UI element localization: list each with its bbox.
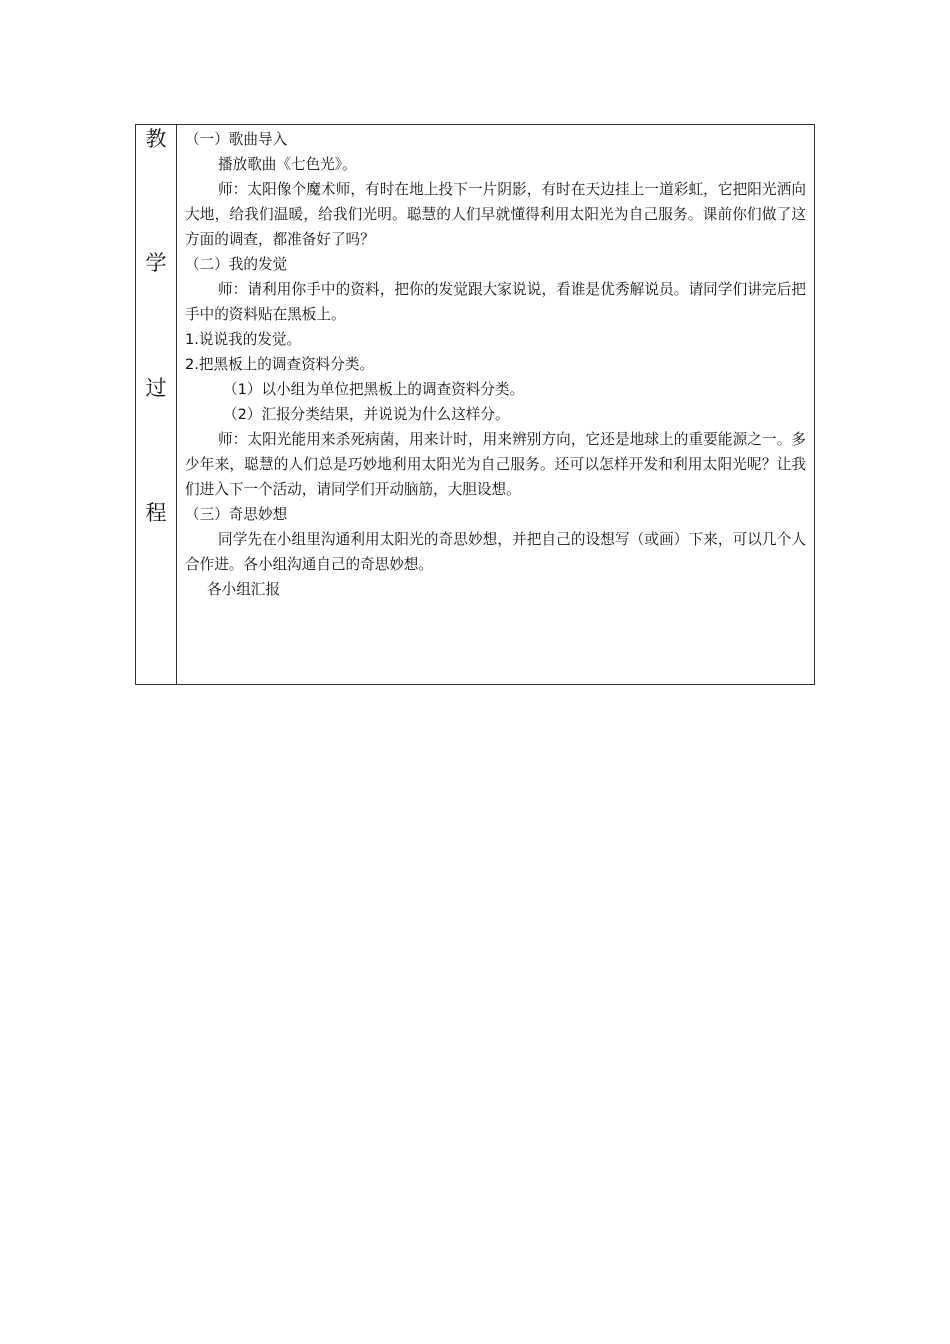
section-heading-song-intro: （一）歌曲导入: [185, 131, 288, 148]
group-report-text: 各小组汇报: [207, 581, 280, 598]
discovery-item-1: 1.说说我的发觉。: [185, 331, 302, 348]
teacher-intro-paragraph: 师：太阳像个魔术师，有时在地上投下一片阴影，有时在天边挂上一道彩虹，它把阳光洒向大地，给我们温暖，给我们光明。聪慧的人们早就懂得利用太阳光为自己服务。课前你们做了这方面的调查，都准备好了吗？: [185, 181, 806, 248]
side-label-char-4: 程: [145, 501, 167, 525]
play-song-text: 播放歌曲《七色光》。: [218, 156, 357, 173]
discovery-item-2: 2.把黑板上的调查资料分类。: [185, 356, 375, 373]
side-label-char-2: 学: [145, 251, 167, 275]
section-heading-my-discovery: （二）我的发觉: [185, 256, 288, 273]
creative-ideas-paragraph: 同学先在小组里沟通利用太阳光的奇思妙想，并把自己的设想写（或画）下来，可以几个人合作进。各小组沟通自己的奇思妙想。: [185, 531, 806, 573]
side-label-char-3: 过: [145, 376, 167, 400]
teacher-summary-paragraph: 师：太阳光能用来杀死病菌，用来计时，用来辨别方向，它还是地球上的重要能源之一。多少年来，聪慧的人们总是巧妙地利用太阳光为自己服务。还可以怎样开发和利用太阳光呢？让我们进入下一个活动，请同学们开动脑筋，大胆设想。: [185, 431, 806, 498]
discovery-subitem-1: （1）以小组为单位把黑板上的调查资料分类。: [223, 381, 525, 398]
teacher-discovery-paragraph: 师：请利用你手中的资料，把你的发觉跟大家说说，看谁是优秀解说员。请同学们讲完后把手中的资料贴在黑板上。: [185, 281, 806, 323]
side-label-char-1: 教: [145, 127, 167, 151]
lesson-process-table: [135, 124, 815, 685]
side-label-column: [136, 125, 177, 684]
section-heading-creative-ideas: （三）奇思妙想: [185, 506, 288, 523]
discovery-subitem-2: （2）汇报分类结果，并说说为什么这样分。: [223, 406, 510, 423]
content-column: [177, 125, 814, 684]
